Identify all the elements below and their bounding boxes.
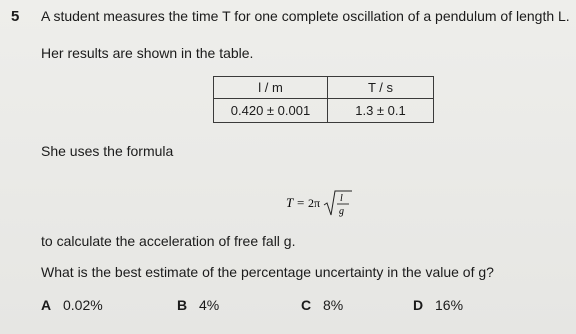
formula-lhs: T <box>286 195 294 210</box>
option-c[interactable] <box>301 297 343 313</box>
table-row <box>214 99 434 123</box>
results-table <box>213 76 434 123</box>
option-c-letter: C <box>301 297 312 313</box>
formula-numerator: l <box>340 193 343 204</box>
formula-coefficient: 2π <box>308 196 321 210</box>
option-a-value: 0.02% <box>63 297 103 313</box>
option-d[interactable] <box>413 297 463 313</box>
results-text: Her results are shown in the table. <box>41 45 254 61</box>
table-cell-length: 0.420 ± 0.001 <box>214 99 328 123</box>
option-d-letter: D <box>413 297 424 313</box>
option-b-letter: B <box>177 297 188 313</box>
option-d-value: 16% <box>435 297 464 313</box>
option-a-letter: A <box>41 297 52 313</box>
table-header-row <box>214 77 434 99</box>
option-c-value: 8% <box>323 297 344 313</box>
option-b-value: 4% <box>199 297 220 313</box>
question-text: What is the best estimate of the percentage uncertainty in the value of g? <box>41 264 494 280</box>
question-intro: A student measures the time T for one complete oscillation of a pendulum of length L. <box>41 8 570 24</box>
formula-equals: = <box>297 195 305 210</box>
option-b[interactable] <box>177 297 219 313</box>
square-root-sign <box>324 191 352 215</box>
table-header-time: T / s <box>328 77 434 99</box>
uses-formula-text: She uses the formula <box>41 143 174 159</box>
formula-denominator: g <box>339 206 344 217</box>
option-a[interactable] <box>41 297 103 313</box>
calculate-text: to calculate the acceleration of free fall g. <box>41 233 296 249</box>
table-header-length: l / m <box>214 77 328 99</box>
pendulum-formula <box>284 188 364 218</box>
question-number: 5 <box>11 8 20 25</box>
table-cell-time: 1.3 ± 0.1 <box>328 99 434 123</box>
